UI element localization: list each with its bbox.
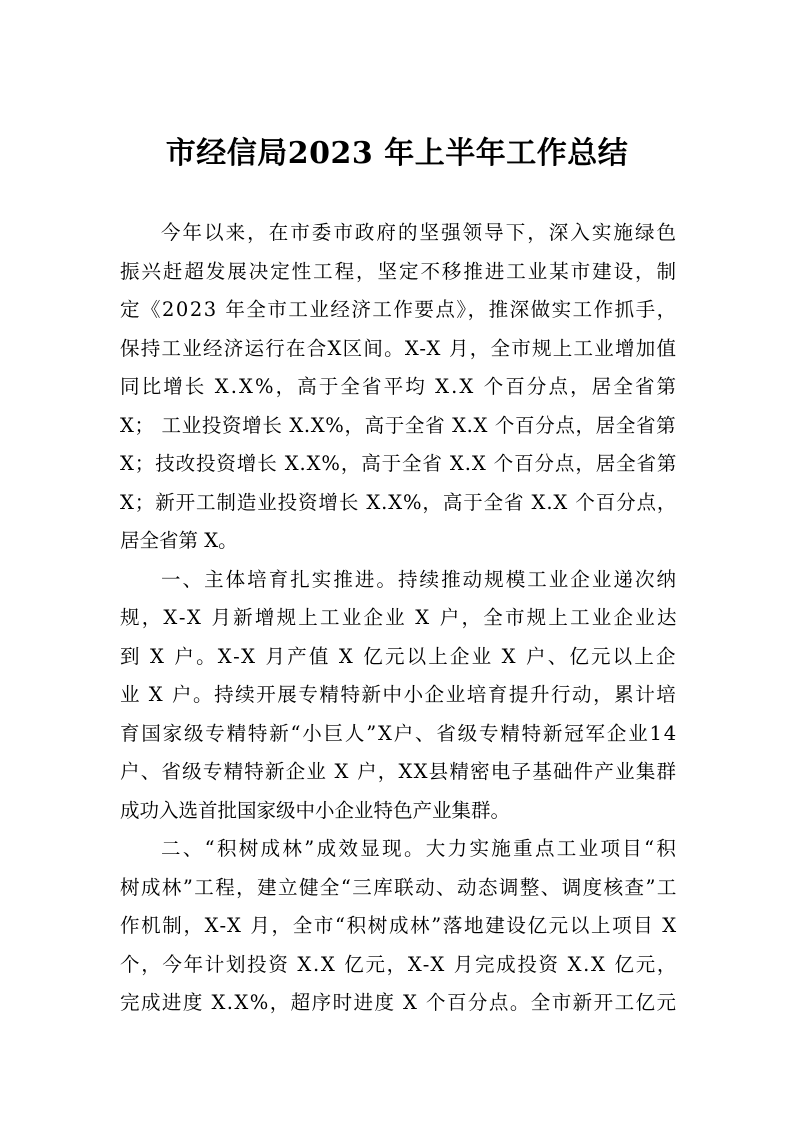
text-line [120,291,676,330]
text-line [120,638,676,677]
text-line [120,830,679,869]
text-line-content: X；技改投资增长 X.X%，高于全省 X.X 个百分点，居全省第 [120,452,678,475]
text-line-content: 育国家级专精特新“小巨人”X户、省级专精特新冠军企业14 [120,721,678,745]
text-line [120,869,676,908]
text-line-content: 到 X 户。X-X 月产值 X 亿元以上企业 X 户、亿元以上企 [120,644,678,668]
text-line-content: 业 X 户。持续开展专精特新中小企业培育提升行动，累计培 [120,683,678,706]
text-line-content: 成功入选首批国家级中小企业特色产业集群。 [120,798,511,822]
text-line [120,715,676,754]
text-line-content: X； 工业投资增长 X.X%，高于全省 X.X 个百分点，居全省第 [120,413,677,437]
text-line [120,946,679,985]
text-line [120,984,676,1023]
text-line [120,445,676,484]
text-line [120,561,679,600]
text-line-content: 完成进度 X.X%，超序时进度 X 个百分点。全市新开工亿元 [120,991,678,1014]
text-line-content: 一、主体培育扎实推进。持续推动规模工业企业递次纳 [161,567,679,591]
text-line-content: 今年以来，在市委市政府的坚强领导下，深入实施绿色 [161,221,679,244]
text-line-content: 保持工业经济运行在合X区间。X-X 月，全市规上工业增加值 [120,336,678,360]
page-title: 市经信局2023 年上半年工作总结 [165,136,629,171]
text-line [120,599,679,638]
text-line-content: 户、省级专精特新企业 X 户，XX县精密电子基础件产业集群 [120,760,678,783]
text-line [120,407,676,446]
text-line [120,330,676,369]
text-line [120,214,679,253]
text-line-content: 个，今年计划投资 X.X 亿元，X-X 月完成投资 X.X 亿元， [120,952,679,976]
text-line-content: 二、“积树成林”成效显现。大力实施重点工业项目“积 [161,837,679,860]
text-line [120,792,676,831]
text-line-content: X；新开工制造业投资增长 X.X%，高于全省 X.X 个百分点， [120,490,678,514]
text-line-content: 居全省第 X。 [120,529,238,552]
text-line [120,676,676,715]
text-line-content: 作机制，X-X 月，全市“积树成林”落地建设亿元以上项目 X [120,914,678,937]
text-line [120,368,679,407]
text-line [120,753,676,792]
text-line [120,907,676,946]
text-line-content: 规，X-X 月新增规上工业企业 X 户，全市规上工业企业达 [120,606,679,629]
text-line-content: 同比增长 X.X%，高于全省平均 X.X 个百分点，居全省第 [120,375,679,398]
text-line-content: 定《2023 年全市工业经济工作要点》，推深做实工作抓手， [120,298,678,321]
text-line [120,253,676,292]
text-line [120,522,676,561]
text-line-content: 振兴赶超发展决定性工程，坚定不移推进工业某市建设，制 [120,259,678,283]
text-line-content: 树成林”工程，建立健全“三库联动、动态调整、调度核查”工 [120,875,678,899]
text-line [120,484,676,523]
body-text [120,214,679,1023]
